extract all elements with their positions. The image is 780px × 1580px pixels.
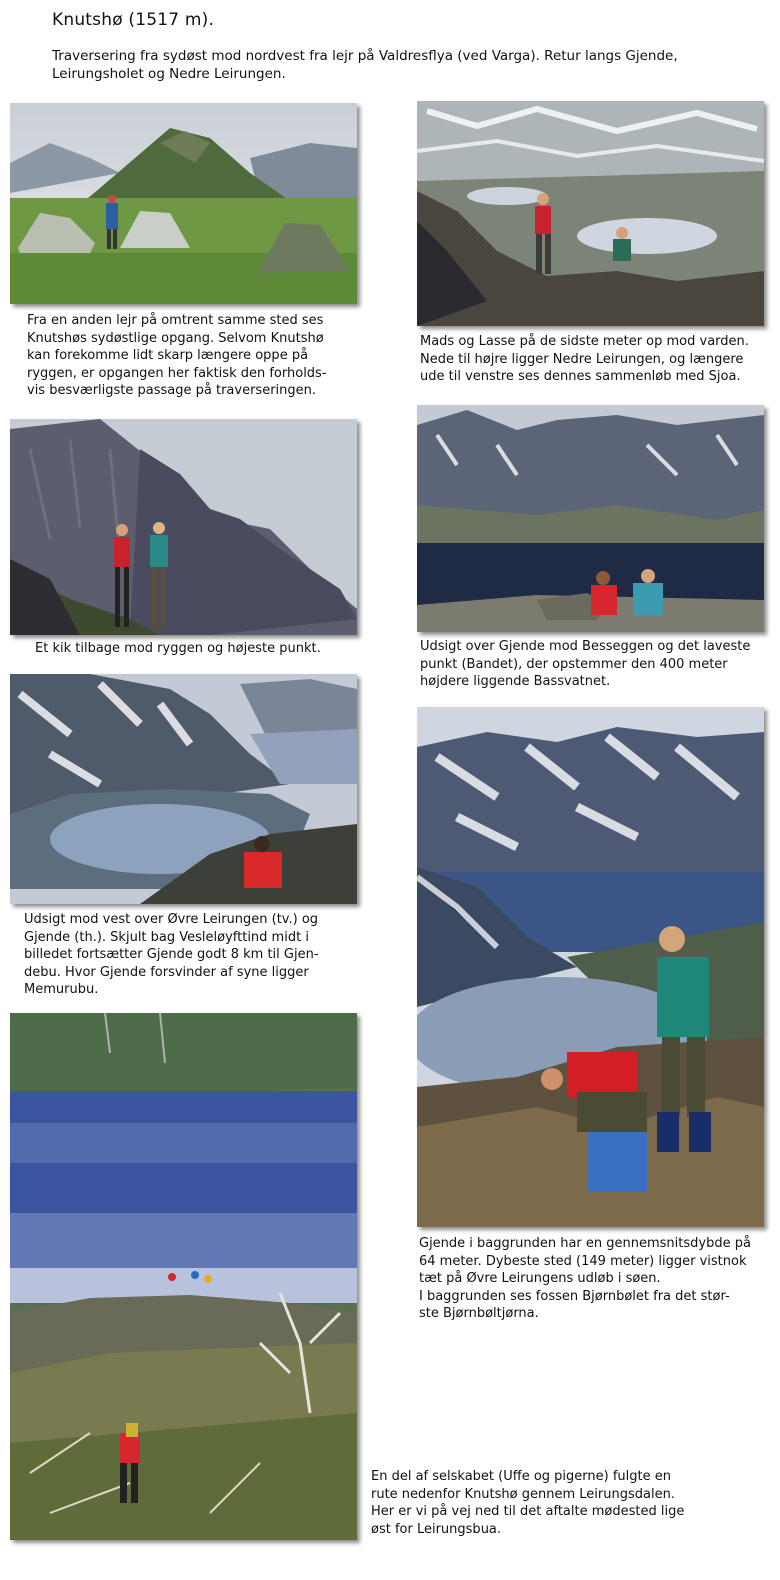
intro-text: Traversering fra sydøst mod nordvest fra lejr på Valdresflya (ved Varga). Retur langs Gjende, Leirungsholet og Nedre Leirungen.: [52, 48, 678, 82]
photo-ovre-leirungen: [10, 674, 357, 904]
photo-ridge: [10, 419, 357, 635]
photo-besseggen: [417, 405, 764, 632]
photo-gjende-depth: [417, 707, 764, 1227]
caption-gjende-depth: Gjende i baggrunden har en gennemsnitsdybde på 64 meter. Dybeste sted (149 meter) ligger vistnok tæt på Øvre Leirungens udløb i søen. I baggrunden ses fossen Bjørnbølet fra det stør- ste Bjørnbøltjørna.: [419, 1236, 751, 1321]
caption-ovre-leirungen: Udsigt mod vest over Øvre Leirungen (tv.) og Gjende (th.). Skjult bag Vesleløyfttind midt i billedet fortsætter Gjende godt 8 km til Gjen- debu. Hvor Gjende forsvinder af syne ligger Memurubu.: [24, 912, 319, 997]
photo-camp: [10, 103, 357, 304]
photo-summit: [417, 101, 764, 326]
caption-camp: Fra en anden lejr på omtrent samme sted ses Knutshøs sydøstlige opgang. Selvom Knutshø kan forekomme lidt skarp længere oppe på ryggen, er opgangen her faktisk den forholds- vis besværligste passage på traverseringen.: [27, 313, 327, 398]
caption-summit: Mads og Lasse på de sidste meter op mod varden. Nede til højre ligger Nedre Leirungen, og længere ude til venstre ses dennes sammenløb med Sjoa.: [420, 334, 749, 384]
caption-besseggen: Udsigt over Gjende mod Besseggen og det laveste punkt (Bandet), der opstemmer den 400 meter højdere liggende Bassvatnet.: [420, 639, 751, 689]
page-title: Knutshø (1517 m).: [52, 10, 215, 30]
photo-leirungsdalen: [10, 1013, 357, 1540]
caption-leirungsdalen: En del af selskabet (Uffe og pigerne) fulgte en rute nedenfor Knutshø gennem Leirungsdalen. Her er vi på vej ned til det aftalte mødested lige øst for Leirungsbua.: [371, 1469, 685, 1537]
caption-ridge: Et kik tilbage mod ryggen og højeste punkt.: [35, 641, 321, 656]
